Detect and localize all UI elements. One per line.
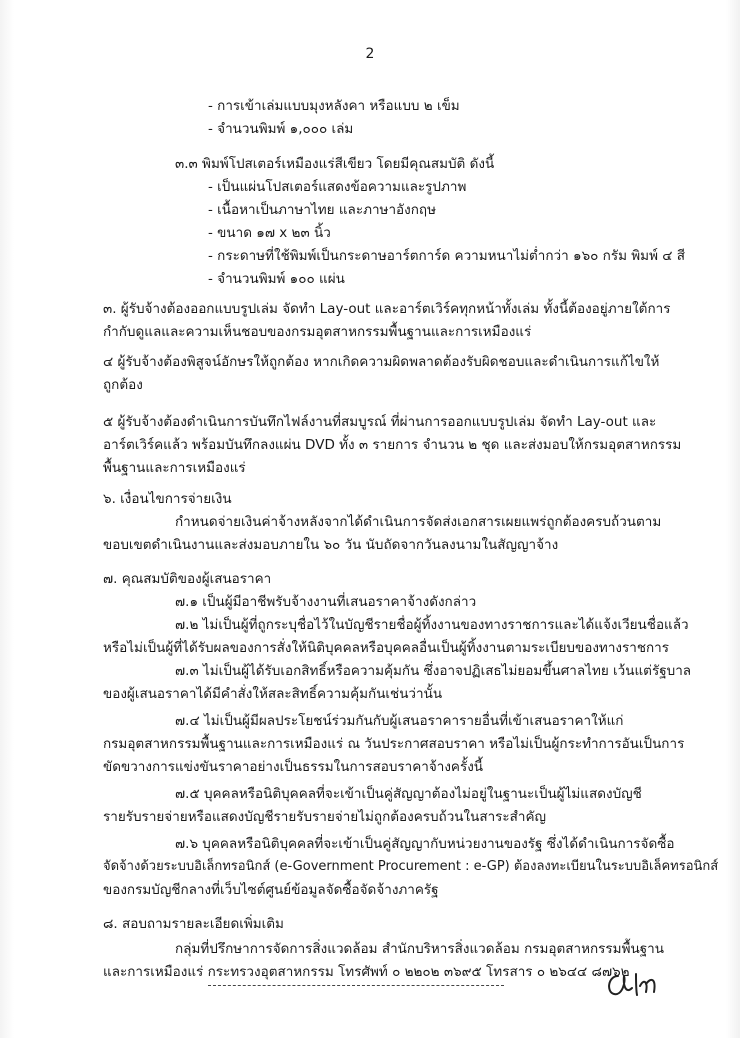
text-line: ถูกต้อง [103, 377, 143, 393]
text-line: ๗.๑ เป็นผู้มีอาชีพรับจ้างงานที่เสนอราคาจ้างดังกล่าว [175, 594, 477, 610]
text-line: ๕ ผู้รับจ้างต้องดำเนินการบันทึกไฟล์งานที่สมบูรณ์ ที่ผ่านการออกแบบรูปเล่ม จัดทำ Lay-out และ [103, 414, 657, 430]
text-line: - ขนาด ๑๗ x ๒๓ นิ้ว [208, 225, 331, 241]
text-line: - เป็นแผ่นโปสเตอร์แสดงข้อความและรูปภาพ [208, 179, 467, 195]
text-line: ๓. ผู้รับจ้างต้องออกแบบรูปเล่ม จัดทำ Lay-out และอาร์ตเวิร์คทุกหน้าทั้งเล่ม ทั้งนี้ต้องอยู่ภายใต้การ [103, 301, 671, 317]
text-line: - เนื้อหาเป็นภาษาไทย และภาษาอังกฤษ [208, 202, 436, 218]
signature-mark [604, 968, 664, 1002]
text-line: กำกับดูแลและความเห็นชอบของกรมอุตสาหกรรมพื้นฐานและการเหมืองแร่ [103, 324, 532, 340]
text-line: และการเหมืองแร่ กระทรวงอุตสาหกรรม โทรศัพท์ ๐ ๒๒๐๒ ๓๖๙๕ โทรสาร ๐ ๒๖๔๔ ๘๗๖๒ [103, 964, 630, 980]
text-line: ขอบเขตดำเนินงานและส่งมอบภายใน ๖๐ วัน นับถัดจากวันลงนามในสัญญาจ้าง [103, 537, 559, 553]
dashed-divider [208, 985, 504, 986]
text-line: พื้นฐานและการเหมืองแร่ [103, 460, 246, 476]
text-line: จัดจ้างด้วยระบบอิเล็กทรอนิกส์ (e-Government Procurement : e-GP) ต้องลงทะเบียนในระบบอิเล็คทรอนิกส์ [103, 859, 719, 874]
text-line: ๗.๖ บุคคลหรือนิติบุคคลที่จะเข้าเป็นคู่สัญญากับหน่วยงานของรัฐ ซึ่งได้ดำเนินการจัดซื้อ [175, 836, 675, 852]
text-line: ขัดขวางการแข่งขันราคาอย่างเป็นธรรมในการสอบราคาจ้างครั้งนี้ [103, 759, 484, 775]
text-line: อาร์ตเวิร์คแล้ว พร้อมบันทึกลงแผ่น DVD ทั้ง ๓ รายการ จำนวน ๒ ชุด และส่งมอบให้กรมอุตสาหกรรม [103, 437, 682, 453]
text-line: กำหนดจ่ายเงินค่าจ้างหลังจากได้ดำเนินการจัดส่งเอกสารเผยแพร่ถูกต้องครบถ้วนตาม [175, 514, 662, 530]
text-line: - กระดาษที่ใช้พิมพ์เป็นกระดาษอาร์ตการ์ด ความหนาไม่ต่ำกว่า ๑๖๐ กรัม พิมพ์ ๔ สี [208, 248, 686, 264]
text-line: ๗.๔ ไม่เป็นผู้มีผลประโยชน์ร่วมกันกับผู้เสนอราคารายอื่นที่เข้าเสนอราคาให้แก่ [175, 713, 624, 729]
text-line: - จำนวนพิมพ์ ๑,๐๐๐ เล่ม [208, 121, 354, 137]
text-line: ๗.๕ บุคคลหรือนิติบุคคลที่จะเข้าเป็นคู่สัญญาต้องไม่อยู่ในฐานะเป็นผู้ไม่แสดงบัญชี [175, 786, 642, 802]
text-line: - การเข้าเล่มแบบมุงหลังคา หรือแบบ ๒ เข็ม [208, 98, 460, 114]
text-line: - จำนวนพิมพ์ ๑๐๐ แผ่น [208, 271, 345, 287]
text-line: กลุ่มที่ปรึกษาการจัดการสิ่งแวดล้อม สำนักบริหารสิ่งแวดล้อม กรมอุตสาหกรรมพื้นฐาน [175, 941, 664, 957]
text-line: ๔ ผู้รับจ้างต้องพิสูจน์อักษรให้ถูกต้อง หากเกิดความผิดพลาดต้องรับผิดชอบและดำเนินการแก้ไขให้ [103, 354, 660, 370]
text-line: ของผู้เสนอราคาได้มีคำสั่งให้สละสิทธิ์ความคุ้มกันเช่นว่านั้น [103, 686, 443, 702]
text-line: ของกรมบัญชีกลางที่เว็บไซต์ศูนย์ข้อมูลจัดซื้อจัดจ้างภาครัฐ [103, 882, 439, 898]
text-line: หรือไม่เป็นผู้ที่ได้รับผลของการสั่งให้นิติบุคคลหรือบุคคลอื่นเป็นผู้ทิ้งงานตามระเบียบของทางราชการ [103, 640, 670, 656]
text-line: ๗.๒ ไม่เป็นผู้ที่ถูกระบุชื่อไว้ในบัญชีรายชื่อผู้ทิ้งงานของทางราชการและได้แจ้งเวียนชื่อแล้ว [175, 617, 689, 633]
text-line: รายรับรายจ่ายหรือแสดงบัญชีรายรับรายจ่ายไม่ถูกต้องครบถ้วนในสาระสำคัญ [103, 809, 547, 825]
text-line: ๓.๓ พิมพ์โปสเตอร์เหมืองแร่สีเขียว โดยมีคุณสมบัติ ดังนี้ [175, 156, 495, 172]
text-line: ๗.๓ ไม่เป็นผู้ได้รับเอกสิทธิ์หรือความคุ้มกัน ซึ่งอาจปฏิเสธไม่ยอมขึ้นศาลไทย เว้นแต่รัฐบาล [175, 663, 692, 679]
section-heading: ๘. สอบถามรายละเอียดเพิ่มเติม [103, 916, 284, 932]
page-number: 2 [365, 46, 375, 62]
section-heading: ๖. เงื่อนไขการจ่ายเงิน [103, 491, 232, 507]
section-heading: ๗. คุณสมบัติของผู้เสนอราคา [103, 571, 272, 587]
text-line: กรมอุตสาหกรรมพื้นฐานและการเหมืองแร่ ณ วันประกาศสอบราคา หรือไม่เป็นผู้กระทำการอันเป็นการ [103, 736, 685, 752]
